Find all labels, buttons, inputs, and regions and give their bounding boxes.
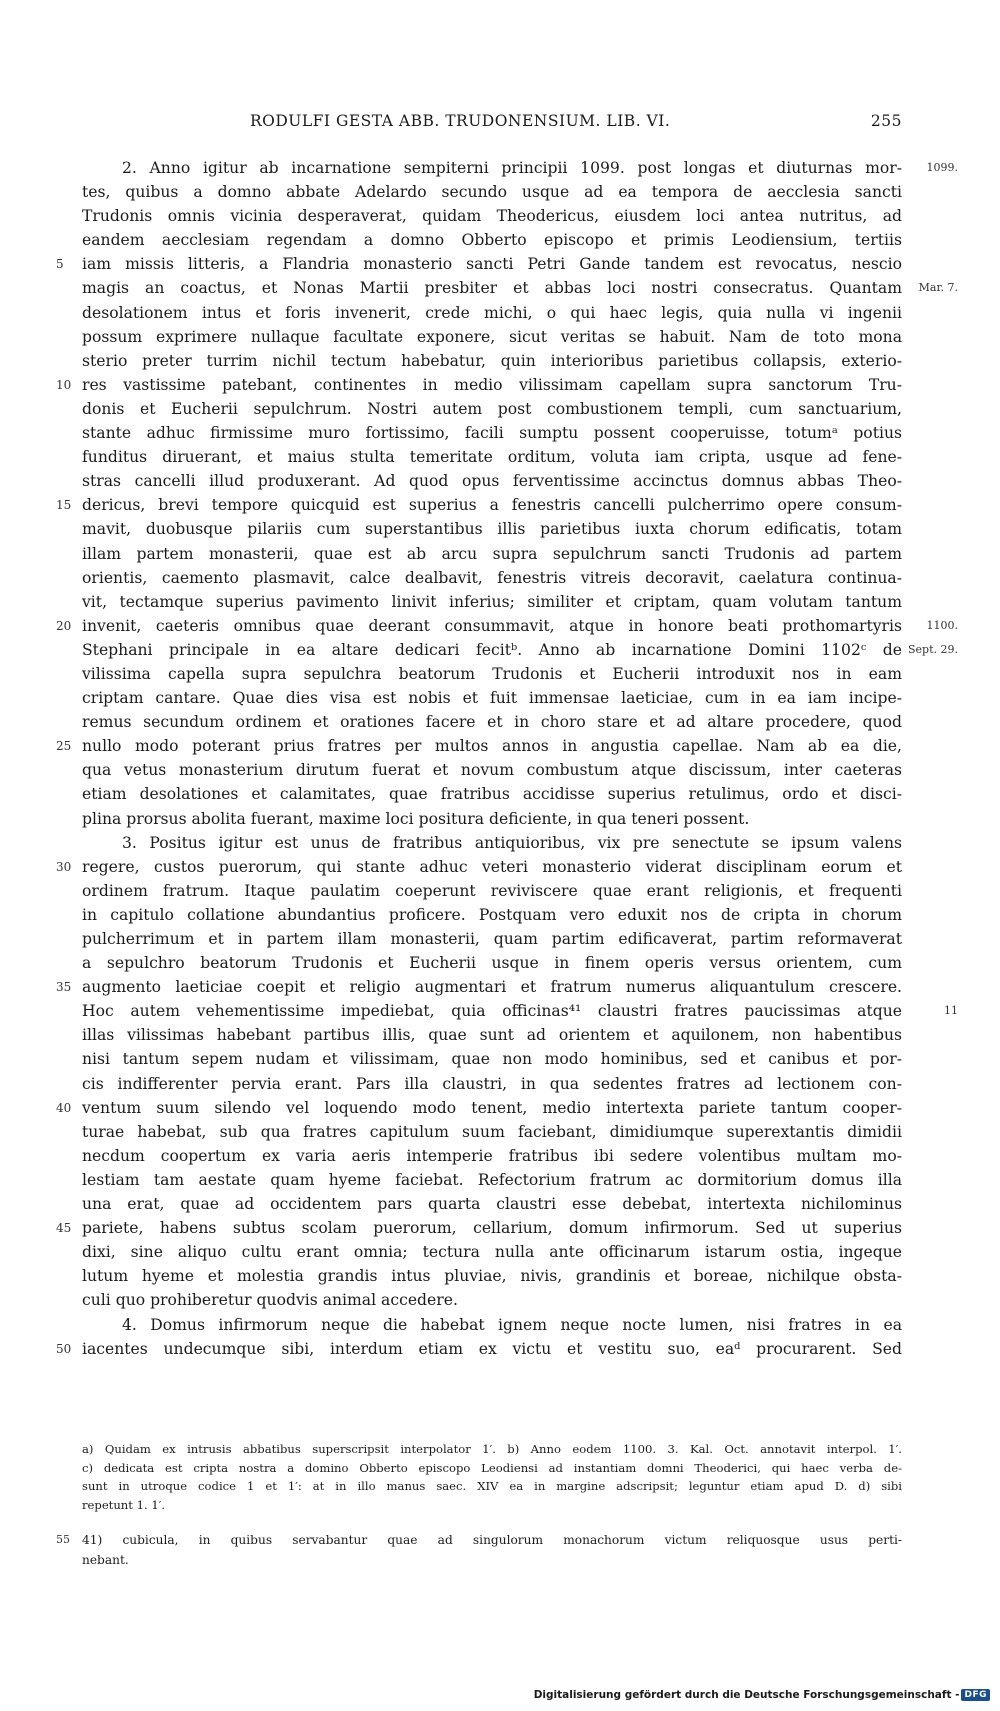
line-text: illas vilissimas habebant partibus illis, quae sunt ad orientem et aquilonem, non habentibus — [82, 1026, 902, 1045]
text-line — [82, 590, 902, 614]
line-text: dixi, sine aliquo cultu erant omnia; tectura nulla ante officinarum istarum ostia, ingeque — [82, 1243, 902, 1262]
text-line — [82, 301, 902, 325]
text-line — [56, 855, 902, 879]
note-line: 55 41) cubicula, in quibus servabantur quae ad singulorum monachorum victum reliquosque usus perti- — [82, 1530, 902, 1550]
line-text: vit, tectamque superius pavimento linivit inferius; similiter et criptam, quam volutam tantum — [82, 592, 902, 611]
line-text: donis et Eucherii sepulchrum. Nostri autem post combustionem templi, cum sanctuarium, — [82, 399, 902, 418]
text-line — [82, 421, 902, 445]
line-text: regere, custos puerorum, qui stante adhuc veteri monasterio viderat disciplinam eorum et — [82, 857, 902, 876]
line-number: 40 — [56, 1100, 72, 1115]
text-line — [82, 1047, 902, 1071]
text-line — [56, 252, 902, 276]
line-text: ordinem fratrum. Itaque paulatim coeperunt reviviscere quae erant religionis, et frequenti — [82, 881, 902, 900]
footnote-line: repetunt 1. 1′. — [82, 1497, 166, 1512]
line-text: vilissima capella supra sepulchra beatorum Trudonis et Eucherii introduxit nos in eam — [82, 664, 902, 683]
text-line — [82, 469, 902, 493]
line-text: necdum coopertum ex varia aeris intemperie fratribus ibi sedere volentibus multam mo- — [82, 1146, 902, 1165]
text-line — [82, 276, 958, 300]
line-text: dericus, brevi tempore quicquid est superius a fenestris cancelli pulcherrimo opere consum- — [82, 496, 902, 515]
line-text: iacentes undecumque sibi, interdum etiam ex victu et vestitu suo, eaᵈ procurarent. Sed — [82, 1339, 902, 1358]
text-line — [82, 397, 902, 421]
line-text: magis an coactus, et Nonas Martii presbiter et abbas loci nostri consecratus. Quantam — [82, 279, 902, 298]
line-text: eandem aecclesiam regendam a domno Obberto episcopo et primis Leodiensium, tertiis — [82, 231, 902, 250]
line-text: pulcherrimum et in partem illam monasterii, quam partim edificaverat, partim reformaverat — [82, 930, 902, 948]
line-number: 5 — [56, 257, 64, 272]
line-text: pariete, habens subtus scolam puerorum, cellarium, domum infirmorum. Sed ut superius — [82, 1219, 902, 1238]
line-number: 55 — [56, 1533, 70, 1546]
line-text: turae habebat, sub qua fratres capitulum suum faciebant, dimidiumque superextantis dimidii — [82, 1122, 902, 1141]
text-line — [82, 758, 902, 782]
line-text: cis indifferenter pervia erant. Pars illa claustri, in qua sedentes fratres ad lectionem con- — [82, 1074, 902, 1093]
page-number: 255 — [870, 112, 902, 130]
line-text: illam partem monasterii, quae est ab arcu supra sepulchrum sancti Trudonis ad partem — [82, 544, 902, 563]
line-text: tes, quibus a domno abbate Adelardo secundo usque ad ea tempora de aecclesia sancti — [82, 183, 902, 202]
line-number: 30 — [56, 859, 72, 874]
text-line — [82, 1240, 902, 1264]
footnote-line: c) dedicata est cripta nostra a domino Obberto episcopo Leodiensi ad instantiam domni Theoderici, qui haec verba de- — [82, 1460, 902, 1475]
line-text: a sepulchro beatorum Trudonis et Eucherii usque in finem operis versus orientem, cum — [82, 954, 902, 973]
text-line — [82, 879, 902, 903]
line-text: una erat, quae ad occidentem pars quarta claustri esse debebat, intertexta nichilominus — [82, 1195, 902, 1214]
text-line — [82, 228, 902, 252]
line-text: lutum hyeme et molestia grandis intus pluviae, nivis, grandinis et boreae, nichilque obsta- — [82, 1267, 902, 1286]
line-text: nisi tantum sepem nudam et vilissimam, quae non modo hominibus, sed et canibus et por- — [82, 1050, 902, 1069]
text-line — [82, 1288, 902, 1312]
line-text: lestiam tam aestate quam hyeme faciebat. Refectorium fratrum ac dormitorium domus illa — [82, 1170, 902, 1189]
line-text: ventum suum silendo vel loquendo modo tenent, medio intertexta pariete tantum cooper- — [82, 1098, 902, 1117]
text-line — [82, 951, 902, 975]
text-line — [56, 734, 902, 758]
text-line — [82, 180, 902, 204]
line-text: iam missis litteris, a Flandria monasterio sancti Petri Gande tandem est revocatus, nescio — [82, 255, 902, 274]
line-text: orientis, caemento plasmavit, calce dealbavit, fenestris vitreis decoravit, caelatura continua- — [82, 568, 902, 587]
line-text: Trudonis omnis vicinia desperaverat, quidam Theodericus, eiusdem loci antea nutritus, ad — [82, 207, 902, 226]
line-text: 2. Anno igitur ab incarnatione sempiterni principii 1099. post longas et diuturnas mor- — [122, 159, 902, 177]
line-text: nullo modo poterant prius fratres per multos annos in angustia capellae. Nam ab ea die, — [82, 737, 902, 756]
text-line — [82, 686, 902, 710]
text-line — [82, 903, 902, 927]
credit-text: Digitalisierung gefördert durch die Deutsche Forschungsgemeinschaft - — [533, 1689, 960, 1701]
editorial-note — [56, 1530, 902, 1570]
line-text: stras cancelli illud produxerant. Ad quod opus ferventissime accinctus domnus abbas Theo- — [82, 472, 902, 491]
footnote-line: sunt in utroque codice 1 et 1′: at in illo manus saec. XIV ea in margine adscripsit; leguntur etiam apud D. d) sibi — [82, 1479, 902, 1493]
text-line — [82, 782, 902, 806]
text-line — [56, 614, 958, 638]
line-text: etiam desolationes et calamitates, quae fratribus accidisse superius retulimus, ordo et disci- — [82, 785, 902, 804]
line-text: res vastissime patebant, continentes in medio vilissimam capellam supra sanctorum Tru- — [82, 375, 902, 394]
line-text: stante adhuc firmissime muro fortissimo, facili sumptu possent cooperuisse, totumᵃ potius — [82, 424, 902, 443]
critical-apparatus — [82, 1440, 902, 1514]
line-text: qua vetus monasterium dirutum fuerat et novum combustum atque discissum, inter caeteras — [82, 761, 902, 780]
text-line — [56, 493, 902, 517]
text-line — [82, 445, 902, 469]
text-line — [82, 710, 902, 734]
text-line — [82, 566, 902, 590]
digitization-credit — [534, 1689, 990, 1701]
text-line — [82, 1120, 902, 1144]
line-number: 20 — [56, 618, 72, 633]
running-title: RODULFI GESTA ABB. TRUDONENSIUM. LIB. VI. — [250, 112, 671, 130]
line-number: 15 — [56, 498, 72, 513]
text-line — [82, 638, 958, 662]
line-text: invenit, caeteris omnibus quae deerant consummavit, atque in honore beati prothomartyris — [82, 616, 902, 635]
line-number: 50 — [56, 1341, 72, 1356]
text-line — [82, 1023, 902, 1047]
margin-date: 1100. — [926, 618, 958, 632]
line-text: 3. Positus igitur est unus de fratribus antiquioribus, vix pre senectute se ipsum valens — [122, 833, 902, 852]
line-number: 45 — [56, 1221, 72, 1236]
line-text: funditus diruerant, et maius stulta temeritate orditum, voluta iam cripta, usque ad fene- — [82, 448, 902, 467]
text-line — [82, 807, 902, 831]
line-text: criptam cantare. Quae dies visa est nobis et fuit immensae laeticiae, cum in ea iam incipe- — [82, 689, 902, 708]
text-line — [82, 1144, 902, 1168]
margin-date: 11 — [944, 1004, 958, 1018]
line-text: possum exprimere nullaque facultate exponere, sicut veritas se habuit. Nam de toto mona — [82, 327, 902, 346]
text-line — [56, 1337, 902, 1361]
text-line — [82, 662, 902, 686]
text-line — [82, 325, 902, 349]
text-line — [56, 1216, 902, 1240]
text-line — [56, 975, 902, 999]
text-line — [82, 831, 902, 855]
text-line — [82, 204, 902, 228]
margin-date: Sept. 29. — [908, 642, 958, 656]
text-line — [82, 999, 958, 1023]
text-line — [82, 1313, 902, 1337]
line-text: 4. Domus infirmorum neque die habebat ignem neque nocte lumen, nisi fratres in ea — [122, 1315, 902, 1334]
note-line: nebant. — [82, 1553, 129, 1567]
main-text — [56, 156, 958, 1361]
line-text: sterio preter turrim nichil tectum habebatur, quin interioribus parietibus collapsis, exterio- — [82, 351, 902, 370]
text-line — [82, 156, 958, 180]
text-line — [82, 349, 902, 373]
text-line — [82, 1192, 902, 1216]
text-line — [56, 1096, 902, 1120]
line-text: remus secundum ordinem et orationes facere et in choro stare et ad altare procedere, quod — [82, 713, 902, 732]
text-line — [82, 517, 902, 541]
line-text: plina prorsus abolita fuerant, maxime loci positura deficiente, in qua teneri possent. — [82, 809, 750, 828]
footnote-line: a) Quidam ex intrusis abbatibus superscripsit interpolator 1′. b) Anno eodem 1100. 3. Kal. Oct. annotavit interpol. 1′. — [82, 1442, 902, 1456]
line-number: 25 — [56, 739, 72, 754]
text-line — [82, 1168, 902, 1192]
line-text: Stephani principale in ea altare dedicari fecitᵇ. Anno ab incarnatione Domini 1102ᶜ de — [82, 640, 902, 659]
line-number: 35 — [56, 980, 72, 995]
margin-date: Mar. 7. — [918, 281, 958, 295]
dfg-logo: DFG — [961, 1689, 990, 1701]
line-text: desolationem intus et foris invenerit, crede michi, o qui haec legis, quia nulla vi ingenii — [82, 303, 902, 322]
text-line — [82, 927, 902, 951]
line-text: culi quo prohiberetur quodvis animal accedere. — [82, 1291, 458, 1310]
line-text: augmento laeticiae coepit et religio augmentari et fratrum numerus aliquantulum crescere. — [82, 978, 902, 997]
text-line — [56, 373, 902, 397]
line-text: mavit, duobusque pilariis cum superstantibus illis parietibus iuxta chorum edificatis, totam — [82, 520, 902, 539]
line-text: in capitulo collatione abundantius proficere. Postquam vero eduxit nos de cripta in chorum — [82, 905, 902, 924]
text-line — [82, 542, 902, 566]
margin-date: 1099. — [926, 161, 958, 174]
text-line — [82, 1264, 902, 1288]
text-line — [82, 1072, 902, 1096]
line-text: Hoc autem vehementissime impediebat, quia officinas⁴¹ claustri fratres paucissimas atque — [82, 1002, 902, 1021]
line-number: 10 — [56, 377, 72, 392]
